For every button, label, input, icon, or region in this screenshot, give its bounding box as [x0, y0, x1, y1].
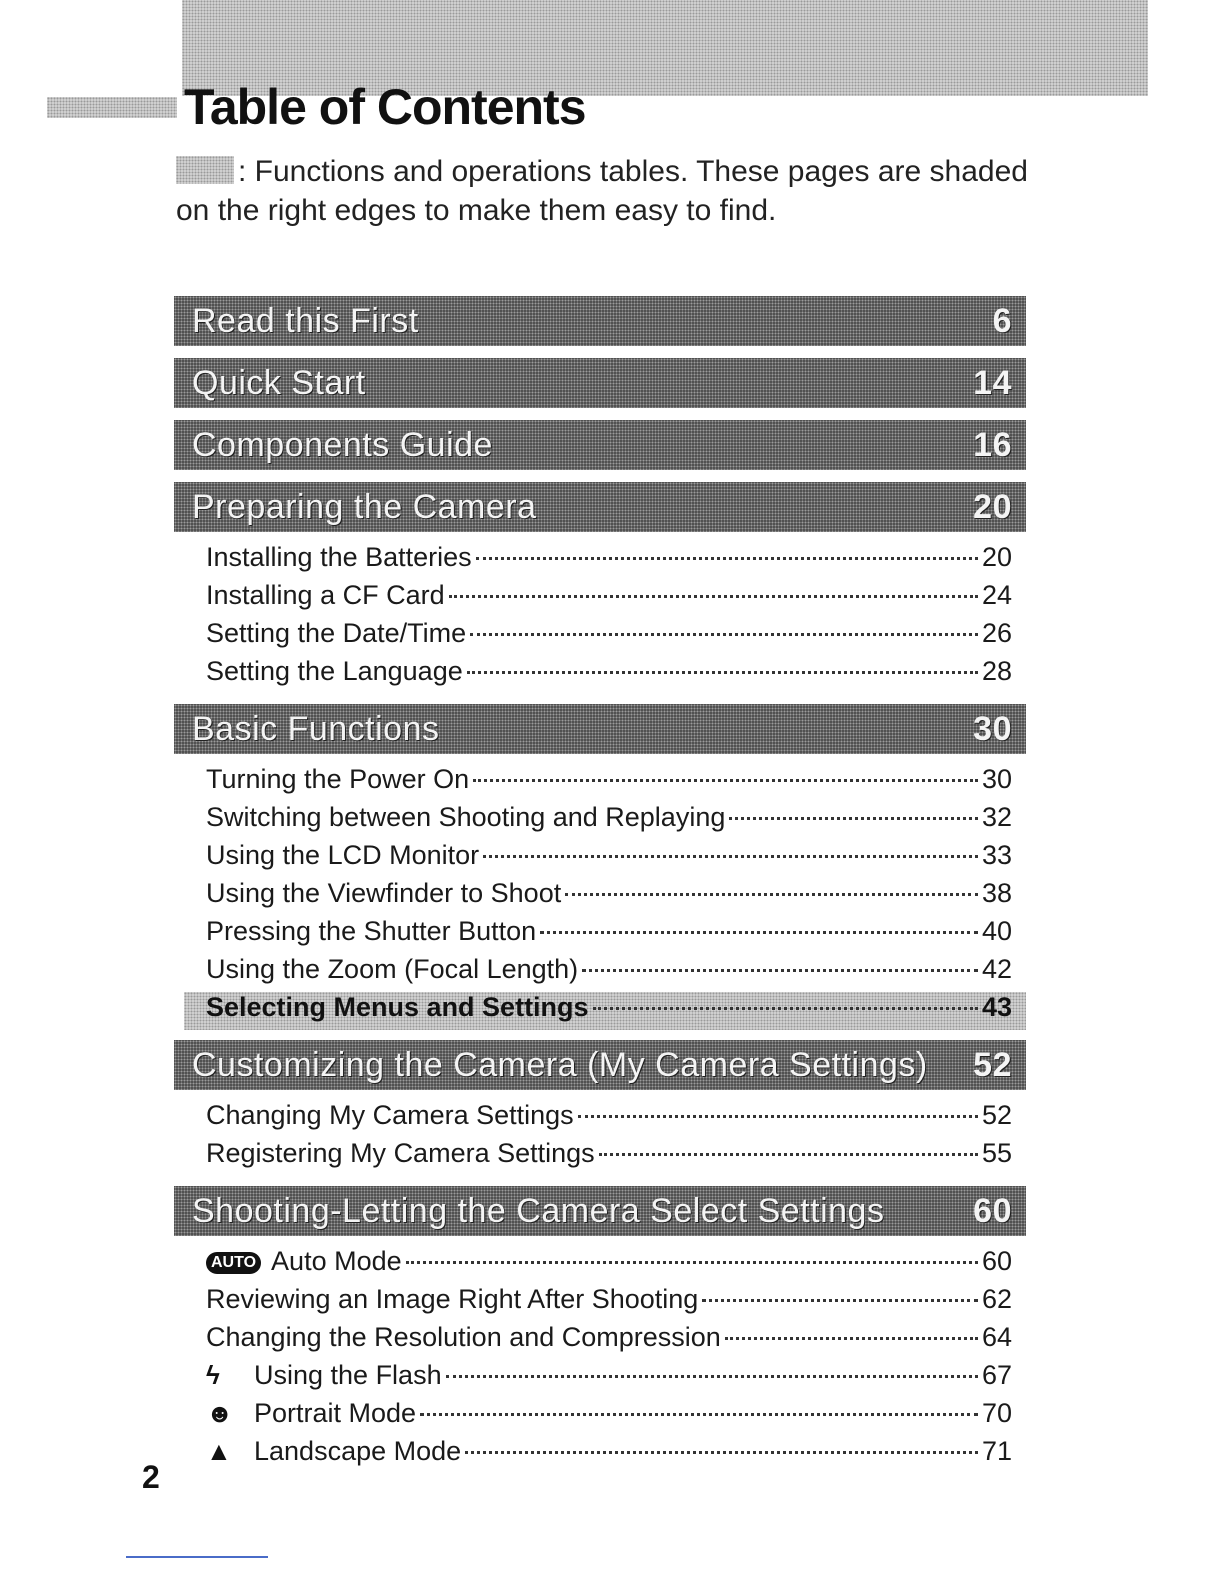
section-title: Customizing the Camera (My Camera Settings) [192, 1045, 928, 1084]
section-preparing-the-camera[interactable] [174, 482, 1026, 532]
toc-entry[interactable] [206, 1398, 1026, 1436]
flash-icon: ϟ [206, 1360, 220, 1390]
dot-leader [449, 595, 978, 598]
toc-entry[interactable] [206, 1100, 1026, 1138]
entry-label: Switching between Shooting and Replaying [206, 802, 726, 832]
entry-label-with-icon [206, 1398, 416, 1429]
toc-entry[interactable] [206, 878, 1026, 916]
entry-label-with-icon [206, 1436, 461, 1467]
toc-entry[interactable] [206, 802, 1026, 840]
entry-label: Changing the Resolution and Compression [206, 1322, 721, 1352]
entry-page-number: 28 [981, 656, 1012, 686]
section-page-number: 52 [973, 1045, 1012, 1084]
entry-page-number: 38 [981, 878, 1012, 908]
toc-entry[interactable] [206, 1360, 1026, 1398]
title-accent-bar [47, 97, 177, 118]
toc-entry[interactable] [206, 1138, 1026, 1176]
section-shooting-letting-camera-select[interactable] [174, 1186, 1026, 1236]
page-title: Table of Contents [184, 79, 586, 135]
entry-page-number: 67 [981, 1360, 1012, 1390]
legend-text: : Functions and operations tables. These pages are shaded on the right edges to make them easy to find. [176, 155, 1028, 227]
dot-leader [729, 817, 978, 820]
section-page-number: 14 [973, 363, 1012, 402]
auto-mode-icon: AUTO [206, 1252, 261, 1274]
section-entries [174, 1236, 1026, 1484]
toc-entry[interactable] [206, 954, 1026, 992]
section-read-this-first[interactable] [174, 296, 1026, 346]
toc-entry[interactable] [206, 1436, 1026, 1474]
section-entries [174, 1090, 1026, 1186]
entry-page-number: 26 [981, 618, 1012, 648]
bottom-rule [126, 1556, 268, 1558]
toc-entry[interactable] [206, 840, 1026, 878]
dot-leader [446, 1375, 978, 1378]
legend [176, 152, 1056, 230]
dot-leader [565, 893, 978, 896]
entry-label: Selecting Menus and Settings [206, 992, 589, 1022]
dot-leader [702, 1299, 978, 1302]
toc-entry[interactable] [206, 618, 1026, 656]
toc-entry[interactable] [206, 764, 1026, 802]
toc-entry[interactable] [206, 542, 1026, 580]
entry-page-number: 55 [981, 1138, 1012, 1168]
section-entries [174, 754, 1026, 1040]
entry-page-number: 64 [981, 1322, 1012, 1352]
entry-label: Auto Mode [271, 1246, 402, 1276]
entry-label: Using the Viewfinder to Shoot [206, 878, 562, 908]
entry-page-number: 24 [981, 580, 1012, 610]
dot-leader [406, 1261, 978, 1264]
section-title: Shooting-Letting the Camera Select Settings [192, 1191, 885, 1230]
entry-label: Using the Zoom (Focal Length) [206, 954, 579, 984]
dot-leader [470, 633, 978, 636]
entry-page-number: 43 [981, 992, 1012, 1022]
section-components-guide[interactable] [174, 420, 1026, 470]
entry-page-number: 40 [981, 916, 1012, 946]
entry-page-number: 42 [981, 954, 1012, 984]
toc-entry[interactable] [206, 656, 1026, 694]
entry-page-number: 71 [981, 1436, 1012, 1466]
entry-label: Changing My Camera Settings [206, 1100, 574, 1130]
entry-page-number: 33 [981, 840, 1012, 870]
entry-label: Using the Flash [254, 1360, 442, 1390]
page-number: 2 [142, 1459, 160, 1495]
entry-page-number: 60 [981, 1246, 1012, 1276]
section-page-number: 16 [973, 425, 1012, 464]
section-basic-functions[interactable] [174, 704, 1026, 754]
entry-label: Using the LCD Monitor [206, 840, 480, 870]
entry-page-number: 32 [981, 802, 1012, 832]
section-title: Basic Functions [192, 709, 440, 748]
section-title: Components Guide [192, 425, 493, 464]
dot-leader [725, 1337, 978, 1340]
section-entries [174, 532, 1026, 704]
section-page-number: 60 [973, 1191, 1012, 1230]
entry-page-number: 62 [981, 1284, 1012, 1314]
entry-page-number: 30 [981, 764, 1012, 794]
section-page-number: 30 [973, 709, 1012, 748]
dot-leader [593, 1007, 978, 1010]
section-title: Quick Start [192, 363, 366, 402]
dot-leader [467, 671, 978, 674]
dot-leader [473, 779, 978, 782]
toc-entry[interactable] [206, 1322, 1026, 1360]
dot-leader [483, 855, 978, 858]
entry-label-with-icon [206, 1360, 442, 1391]
section-page-number: 20 [973, 487, 1012, 526]
entry-label: Installing a CF Card [206, 580, 445, 610]
dot-leader [540, 931, 978, 934]
entry-label: Setting the Date/Time [206, 618, 467, 648]
entry-label: Landscape Mode [254, 1436, 462, 1466]
portrait-icon: ☻ [206, 1398, 234, 1428]
dot-leader [582, 969, 978, 972]
section-quick-start[interactable] [174, 358, 1026, 408]
entry-label: Turning the Power On [206, 764, 470, 794]
toc-entry[interactable] [206, 1284, 1026, 1322]
section-title: Preparing the Camera [192, 487, 537, 526]
section-customizing-the-camera[interactable] [174, 1040, 1026, 1090]
dot-leader [476, 557, 978, 560]
entry-label: Registering My Camera Settings [206, 1138, 595, 1168]
entry-page-number: 70 [981, 1398, 1012, 1428]
entry-page-number: 52 [981, 1100, 1012, 1130]
dot-leader [599, 1153, 978, 1156]
entry-page-number: 20 [981, 542, 1012, 572]
toc-entry-highlighted[interactable] [184, 992, 1026, 1030]
section-title: Read this First [192, 301, 419, 340]
entry-label: Pressing the Shutter Button [206, 916, 537, 946]
toc-entry[interactable] [206, 1246, 1026, 1284]
entry-label-with-icon [206, 1246, 402, 1277]
dot-leader [578, 1115, 978, 1118]
legend-swatch [176, 156, 234, 184]
landscape-icon: ▲ [206, 1436, 232, 1466]
entry-label: Portrait Mode [254, 1398, 417, 1428]
entry-label: Installing the Batteries [206, 542, 472, 572]
entry-label: Reviewing an Image Right After Shooting [206, 1284, 699, 1314]
toc-entry[interactable] [206, 916, 1026, 954]
section-page-number: 6 [992, 301, 1012, 340]
entry-label: Setting the Language [206, 656, 463, 686]
dot-leader [420, 1413, 978, 1416]
table-of-contents [174, 296, 1026, 1484]
dot-leader [465, 1451, 978, 1454]
toc-entry[interactable] [206, 580, 1026, 618]
